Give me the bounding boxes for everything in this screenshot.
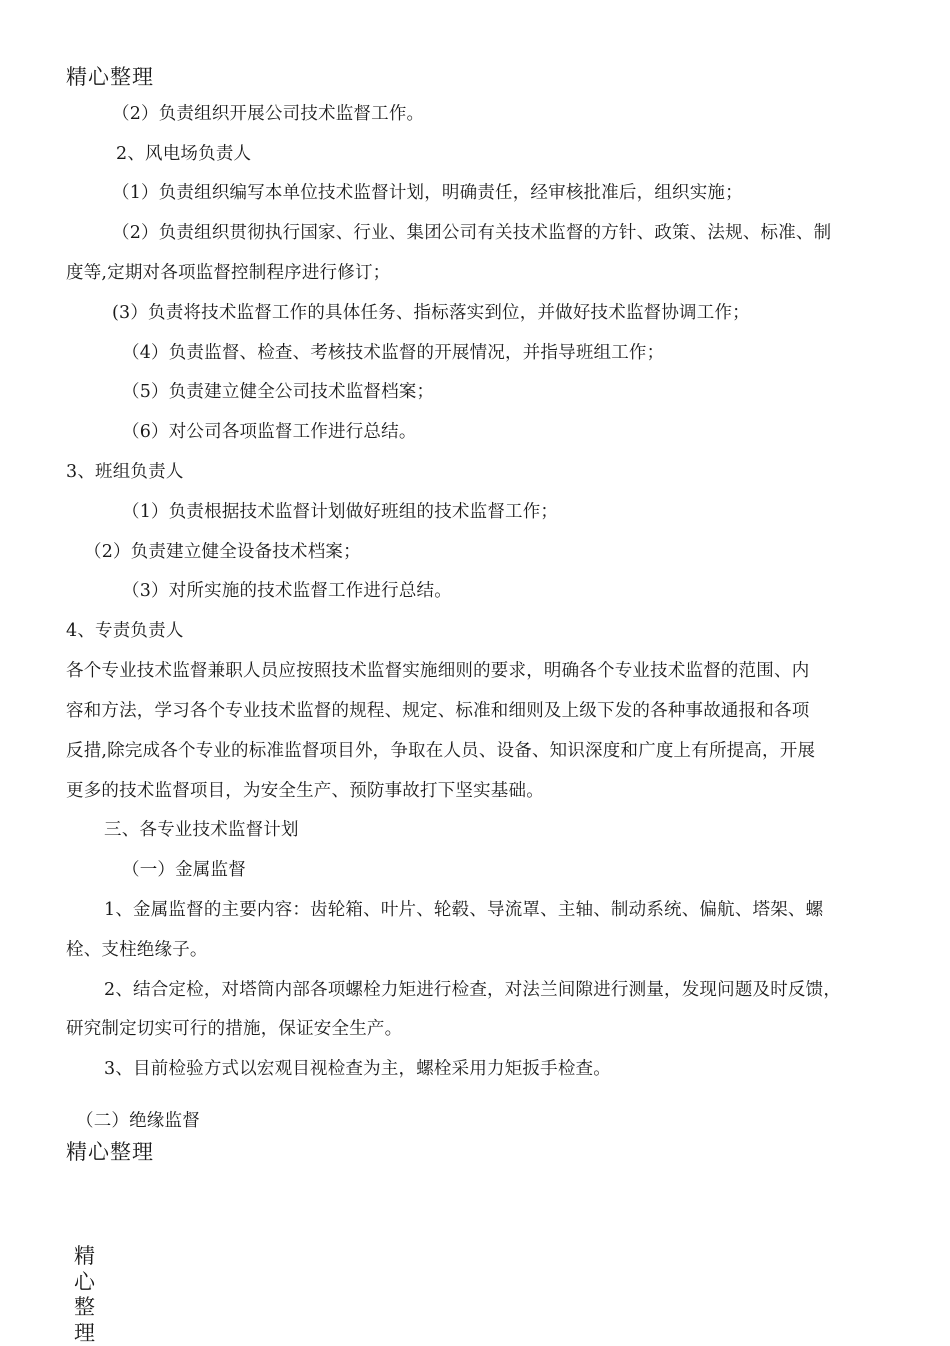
text-line: （6）对公司各项监督工作进行总结。 <box>122 422 417 442</box>
text-line: 各个专业技术监督兼职人员应按照技术监督实施细则的要求，明确各个专业技术监督的范围、内 <box>66 661 810 681</box>
section-heading: 2、风电场负责人 <box>116 144 252 164</box>
text-line: 1、金属监督的主要内容：齿轮箱、叶片、轮毂、导流罩、主轴、制动系统、偏航、塔架、螺 <box>104 900 824 920</box>
text-line: 研究制定切实可行的措施，保证安全生产。 <box>66 1019 403 1039</box>
section-heading: 三、各专业技术监督计划 <box>104 820 299 840</box>
text-line: （2）负责组织开展公司技术监督工作。 <box>112 104 425 124</box>
text-line: 2、结合定检，对塔筒内部各项螺栓力矩进行检查，对法兰间隙进行测量，发现问题及时反馈， <box>104 980 842 1000</box>
section-heading: 4、专责负责人 <box>66 621 184 641</box>
text-line: (3）负责将技术监督工作的具体任务、指标落实到位，并做好技术监督协调工作； <box>112 303 750 323</box>
subsection-heading: （一）金属监督 <box>122 860 246 880</box>
text-line: 更多的技术监督项目，为安全生产、预防事故打下坚实基础。 <box>66 781 544 801</box>
text-line: （1）负责根据技术监督计划做好班组的技术监督工作； <box>122 502 559 522</box>
vertical-footer: 精心整理 <box>74 1244 95 1345</box>
section-heading: 3、班组负责人 <box>66 462 184 482</box>
text-line: （5）负责建立健全公司技术监督档案； <box>122 382 435 402</box>
text-line: 容和方法，学习各个专业技术监督的规程、规定、标准和细则及上级下发的各种事故通报和各项 <box>66 701 810 721</box>
text-line: 反措,除完成各个专业的标准监督项目外，争取在人员、设备、知识深度和广度上有所提高，开展 <box>66 741 816 761</box>
text-line: 3、目前检验方式以宏观目视检查为主，螺栓采用力矩扳手检查。 <box>104 1059 611 1079</box>
text-line: （1）负责组织编写本单位技术监督计划，明确责任，经审核批准后，组织实施； <box>112 183 743 203</box>
text-line: （2）负责组织贯彻执行国家、行业、集团公司有关技术监督的方针、政策、法规、标准、制 <box>112 223 832 243</box>
text-line: 栓、支柱绝缘子。 <box>66 940 208 960</box>
page-footer: 精心整理 <box>66 1140 154 1164</box>
subsection-heading: （二）绝缘监督 <box>76 1111 200 1131</box>
text-line: （2）负责建立健全设备技术档案； <box>84 542 361 562</box>
text-line: 度等,定期对各项监督控制程序进行修订； <box>66 263 391 283</box>
text-line: （4）负责监督、检查、考核技术监督的开展情况，并指导班组工作； <box>122 343 665 363</box>
text-line: （3）对所实施的技术监督工作进行总结。 <box>122 581 452 601</box>
page-header: 精心整理 <box>66 65 154 89</box>
